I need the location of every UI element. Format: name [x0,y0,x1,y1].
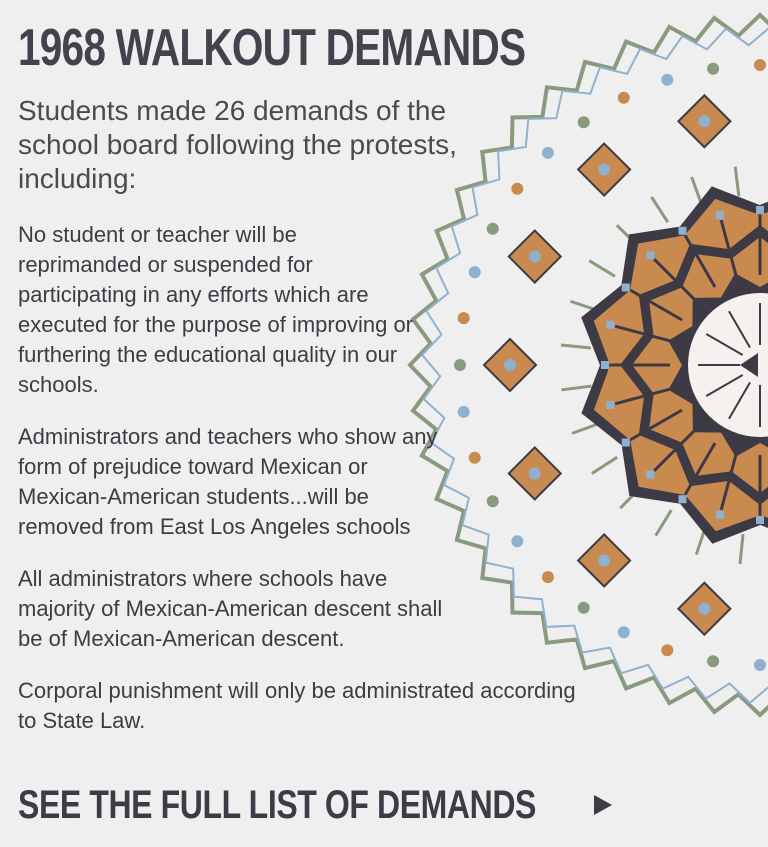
see-full-list-label: SEE THE FULL LIST OF DEMANDS [18,783,537,827]
page-title: 1968 WALKOUT DEMANDS [18,19,526,77]
demand-item-3: All administrators where schools have majority of Mexican-American descent shall be of Mexican-American descent. [18,566,443,651]
play-arrow-icon [594,795,612,815]
demand-item-2: Administrators and teachers who show any form of prejudice toward Mexican or Mexican-American students...will be removed from East Los Angeles schools [18,424,438,539]
see-full-list-link[interactable] [18,780,612,830]
main-content [18,18,578,758]
subtitle: Students made 26 demands of the school board following the protests, including: [18,95,457,194]
demand-item-1: No student or teacher will be reprimanded or suspended for participating in any efforts which are executed for the purpose of improving or furthering the educational quality in our schools. [18,222,414,397]
demand-item-4: Corporal punishment will only be administrated according to State Law. [18,678,576,733]
